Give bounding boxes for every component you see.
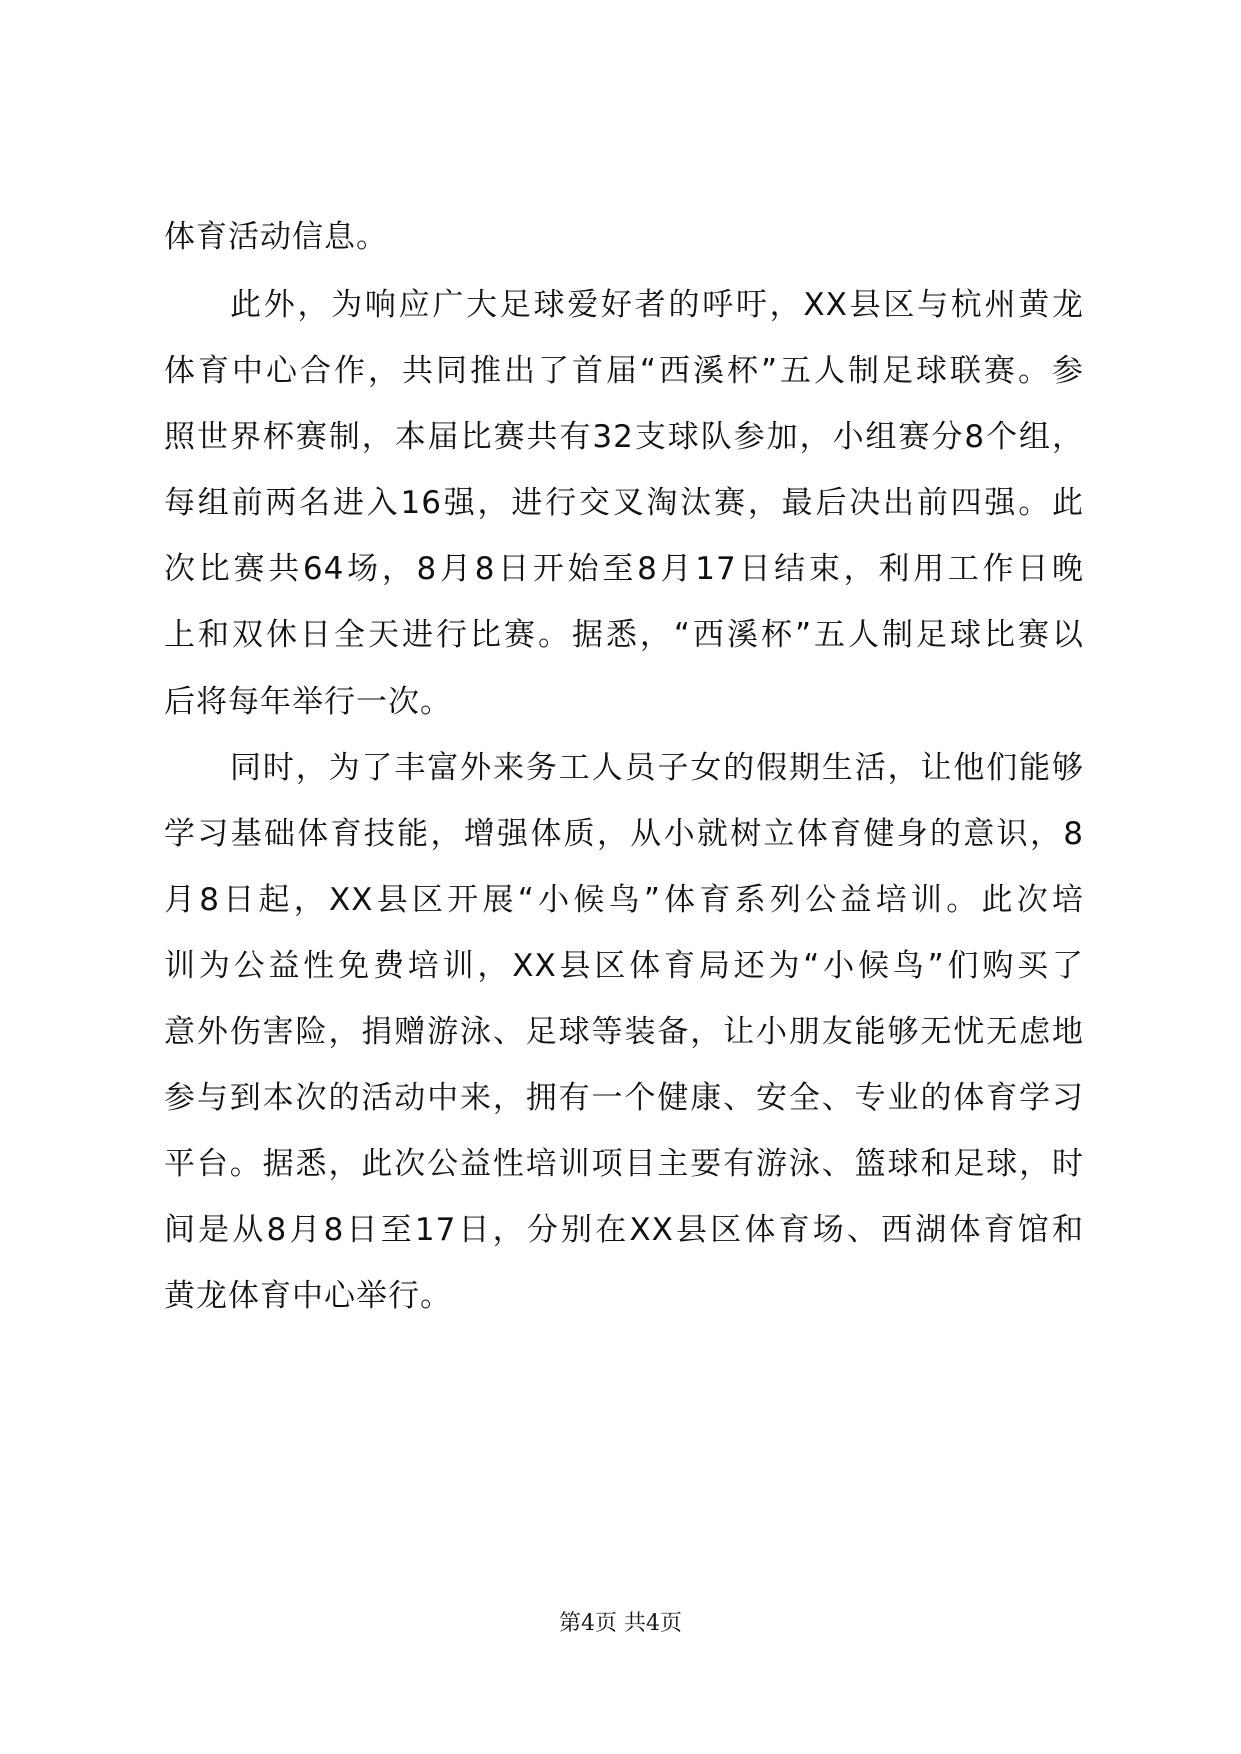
text-line: 照世界杯赛制，本届比赛共有32支球队参加，小组赛分8个组， (164, 419, 1084, 455)
page-footer: 第4页 共4页 (559, 1611, 682, 1636)
text-line: 体育中心合作，共同推出了首届“西溪杯”五人制足球联赛。参 (164, 353, 1084, 389)
text-line: 意外伤害险，捐赠游泳、足球等装备，让小朋友能够无忧无虑地 (164, 1014, 1084, 1050)
text-line: 上和双休日全天进行比赛。据悉，“西溪杯”五人制足球比赛以 (164, 617, 1084, 653)
text-line: 后将每年举行一次。 (164, 684, 452, 720)
text-line: 学习基础体育技能，增强体质，从小就树立体育健身的意识，8 (164, 816, 1084, 852)
text-line: 同时，为了丰富外来务工人员子女的假期生活，让他们能够 (230, 750, 1084, 786)
text-line: 间是从8月8日至17日，分别在XX县区体育场、西湖体育馆和 (164, 1212, 1084, 1248)
text-line: 参与到本次的活动中来，拥有一个健康、安全、专业的体育学习 (164, 1080, 1084, 1116)
text-line: 黄龙体育中心举行。 (164, 1278, 452, 1314)
text-line: 训为公益性免费培训，XX县区体育局还为“小候鸟”们购买了 (164, 948, 1084, 984)
text-line: 此外，为响应广大足球爱好者的呼吁，XX县区与杭州黄龙 (230, 287, 1084, 323)
text-line: 体育活动信息。 (164, 219, 388, 255)
text-line: 月8日起，XX县区开展“小候鸟”体育系列公益培训。此次培 (164, 882, 1084, 918)
text-line: 次比赛共64场，8月8日开始至8月17日结束，利用工作日晚 (164, 551, 1084, 587)
text-line: 平台。据悉，此次公益性培训项目主要有游泳、篮球和足球，时 (164, 1146, 1084, 1182)
text-line: 每组前两名进入16强，进行交叉淘汰赛，最后决出前四强。此 (164, 485, 1084, 521)
